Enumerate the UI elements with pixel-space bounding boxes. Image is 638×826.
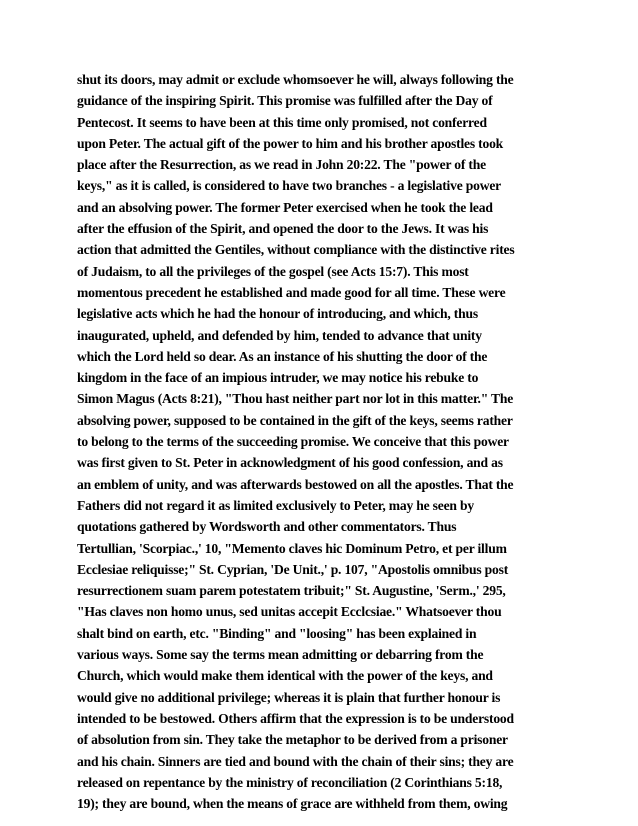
- text-line: and his chain. Sinners are tied and bound with the chain of their sins; they are: [77, 753, 514, 769]
- text-line: action that admitted the Gentiles, without compliance with the distinctive rites: [77, 242, 515, 258]
- text-line: upon Peter. The actual gift of the power to him and his brother apostles took: [77, 135, 504, 151]
- text-line: absolving power, supposed to be contained in the gift of the keys, seems rather: [77, 412, 513, 428]
- text-line: was first given to St. Peter in acknowledgment of his good confession, and as: [77, 455, 503, 471]
- text-line: inaugurated, upheld, and defended by him, tended to advance that unity: [77, 327, 482, 343]
- text-line: "Has claves non homo unus, sed unitas accepit Ecclcsiae." Whatsoever thou: [77, 604, 502, 620]
- text-line: resurrectionem suam parem potestatem tribuit;" St. Augustine, 'Serm.,' 295,: [77, 583, 506, 599]
- text-line: Tertullian, 'Scorpiac.,' 10, "Memento claves hic Dominum Petro, et per illum: [77, 540, 507, 556]
- text-line: to belong to the terms of the succeeding promise. We conceive that this power: [77, 434, 509, 450]
- text-line: place after the Resurrection, as we read in John 20:22. The "power of the: [77, 157, 486, 173]
- text-line: of Judaism, to all the privileges of the gospel (see Acts 15:7). This most: [77, 263, 469, 279]
- text-line: guidance of the inspiring Spirit. This promise was fulfilled after the Day of: [77, 93, 493, 109]
- text-line: shalt bind on earth, etc. "Binding" and "loosing" has been explained in: [77, 625, 477, 641]
- text-line: keys," as it is called, is considered to have two branches - a legislative power: [77, 178, 502, 194]
- text-line: 19); they are bound, when the means of grace are withheld from them, owing: [77, 796, 508, 812]
- text-line: of absolution from sin. They take the metaphor to be derived from a prisoner: [77, 732, 508, 748]
- text-line: and an absolving power. The former Peter exercised when he took the lead: [77, 199, 493, 215]
- text-line: released on repentance by the ministry of reconciliation (2 Corinthians 5:18,: [77, 774, 503, 790]
- text-line: various ways. Some say the terms mean admitting or debarring from the: [77, 647, 484, 663]
- text-line: would give no additional privilege; whereas it is plain that further honour is: [77, 689, 501, 705]
- text-line: legislative acts which he had the honour of introducing, and which, thus: [77, 306, 478, 322]
- text-line: Church, which would make them identical with the power of the keys, and: [77, 668, 493, 684]
- text-line: Fathers did not regard it as limited exclusively to Peter, may he seen by: [77, 497, 474, 513]
- text-line: Ecclesiae reliquisse;" St. Cyprian, 'De Unit.,' p. 107, "Apostolis omnibus post: [77, 561, 509, 577]
- text-line: after the effusion of the Spirit, and opened the door to the Jews. It was his: [77, 221, 489, 237]
- text-line: quotations gathered by Wordsworth and other commentators. Thus: [77, 519, 457, 535]
- text-line: intended to be bestowed. Others affirm that the expression is to be understood: [77, 710, 514, 726]
- text-line: Pentecost. It seems to have been at this time only promised, not conferred: [77, 114, 487, 130]
- text-line: kingdom in the face of an impious intruder, we may notice his rebuke to: [77, 370, 479, 386]
- text-line: momentous precedent he established and made good for all time. These were: [77, 284, 506, 300]
- text-line: which the Lord held so dear. As an instance of his shutting the door of the: [77, 348, 488, 364]
- document-page: [77, 69, 563, 814]
- text-line: Simon Magus (Acts 8:21), "Thou hast neither part nor lot in this matter." The: [77, 391, 514, 407]
- text-line: an emblem of unity, and was afterwards bestowed on all the apostles. That the: [77, 476, 514, 492]
- text-line: shut its doors, may admit or exclude whomsoever he will, always following the: [77, 72, 514, 87]
